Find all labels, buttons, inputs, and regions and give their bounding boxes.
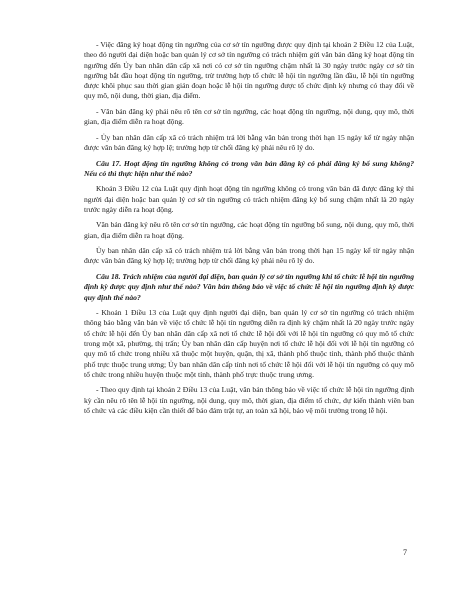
paragraph-supplementary-registration: Khoản 3 Điều 12 của Luật quy định hoạt động tín ngưỡng không có trong văn bản đã được đăng ký thì người đại diện hoặc ban quản lý cơ sở tín ngưỡng có trách nhiệm đăng ký bổ sung chậm nhất là 20 ngày trước ngày diễn ra hoạt động. bbox=[84, 184, 414, 214]
page-number: 7 bbox=[403, 548, 407, 557]
page-content bbox=[84, 40, 414, 421]
question-17-heading: Câu 17. Hoạt động tín ngưỡng không có trong văn bản đăng ký có phải đăng ký bổ sung không? Nếu có thì thực hiện như thế nào? bbox=[84, 158, 414, 178]
paragraph-commune-response: - Ủy ban nhân dân cấp xã có trách nhiệm trả lời bằng văn bản trong thời hạn 15 ngày kể từ ngày nhận được văn bản đăng ký hợp lệ; trường hợp từ chối đăng ký phải nêu rõ lý do. bbox=[84, 132, 414, 153]
paragraph-supplementary-content: Văn bản đăng ký nêu rõ tên cơ sở tín ngưỡng, các hoạt động tín ngưỡng bổ sung, nội dung, quy mô, thời gian, địa điểm diễn ra hoạt động. bbox=[84, 220, 414, 240]
paragraph-supplementary-response: Ủy ban nhân dân cấp xã có trách nhiệm trả lời bằng văn bản trong thời hạn 15 ngày kể từ ngày nhận được văn bản đăng ký hợp lệ; trường hợp từ chối đăng ký phải nêu rõ lý do. bbox=[84, 246, 414, 266]
paragraph-festival-notice-content: - Theo quy định tại khoản 2 Điều 13 của Luật, văn bản thông báo về việc tổ chức lễ hội tín ngưỡng định kỳ cần nêu rõ tên lễ hội tín ngưỡng, nội dung, quy mô, thời gian, địa điểm tổ chức, dự kiến thành viên ban tổ chức và các điều kiện cần thiết để bảo đảm trật tự, an toàn xã hội, bảo vệ môi trường trong lễ hội. bbox=[84, 385, 414, 415]
paragraph-registration: - Việc đăng ký hoạt động tín ngưỡng của cơ sở tín ngưỡng được quy định tại khoản 2 Điều 12 của Luật, theo đó người đại diện hoặc ban quản lý cơ sở tín ngưỡng có trách nhiệm gửi văn bản đăng ký hoạt động tín ngưỡng đến Ủy ban nhân dân cấp xã nơi có cơ sở tín ngưỡng chậm nhất là 30 ngày trước ngày cơ sở tín ngưỡng bắt đầu hoạt động tín ngưỡng, trừ trường hợp tổ chức lễ hội tín ngưỡng lần đầu, lễ hội tín ngưỡng được khôi phục sau thời gian gián đoạn hoặc lễ hội tín ngưỡng được tổ chức định kỳ nhưng có thay đổi về quy mô, nội dung, thời gian, địa điểm. bbox=[84, 40, 414, 101]
paragraph-registration-content: - Văn bản đăng ký phải nêu rõ tên cơ sở tín ngưỡng, các hoạt động tín ngưỡng, nội dung, quy mô, thời gian, địa điểm diễn ra hoạt động. bbox=[84, 106, 414, 127]
paragraph-festival-notification: - Khoản 1 Điều 13 của Luật quy định người đại diện, ban quản lý cơ sở tín ngưỡng có trách nhiệm thông báo bằng văn bản về việc tổ chức lễ hội tín ngưỡng diễn ra định kỳ chậm nhất là 20 ngày trước ngày tổ chức lễ hội đến Ủy ban nhân dân cấp xã nơi tổ chức lễ hội đối với lễ hội tín ngưỡng có quy mô tổ chức trong một xã, phường, thị trấn; Ủy ban nhân dân cấp huyện nơi tổ chức lễ hội đối với lễ hội tín ngưỡng có quy mô tổ chức trong nhiều xã thuộc một huyện, quận, thị xã, thành phố thuộc tỉnh, thành phố thuộc thành phố trực thuộc trung ương; Ủy ban nhân dân cấp tỉnh nơi tổ chức lễ hội đối với lễ hội tín ngưỡng có quy mô tổ chức trong nhiều huyện thuộc một tỉnh, thành phố trực thuộc trung ương. bbox=[84, 308, 414, 379]
question-18-heading: Câu 18. Trách nhiệm của người đại diện, ban quản lý cơ sở tín ngưỡng khi tổ chức lễ hội tín ngưỡng định kỳ được quy định như thế nào? Văn bản thông báo về việc tổ chức lễ hội tín ngưỡng định kỳ được quy định thế nào? bbox=[84, 271, 414, 302]
